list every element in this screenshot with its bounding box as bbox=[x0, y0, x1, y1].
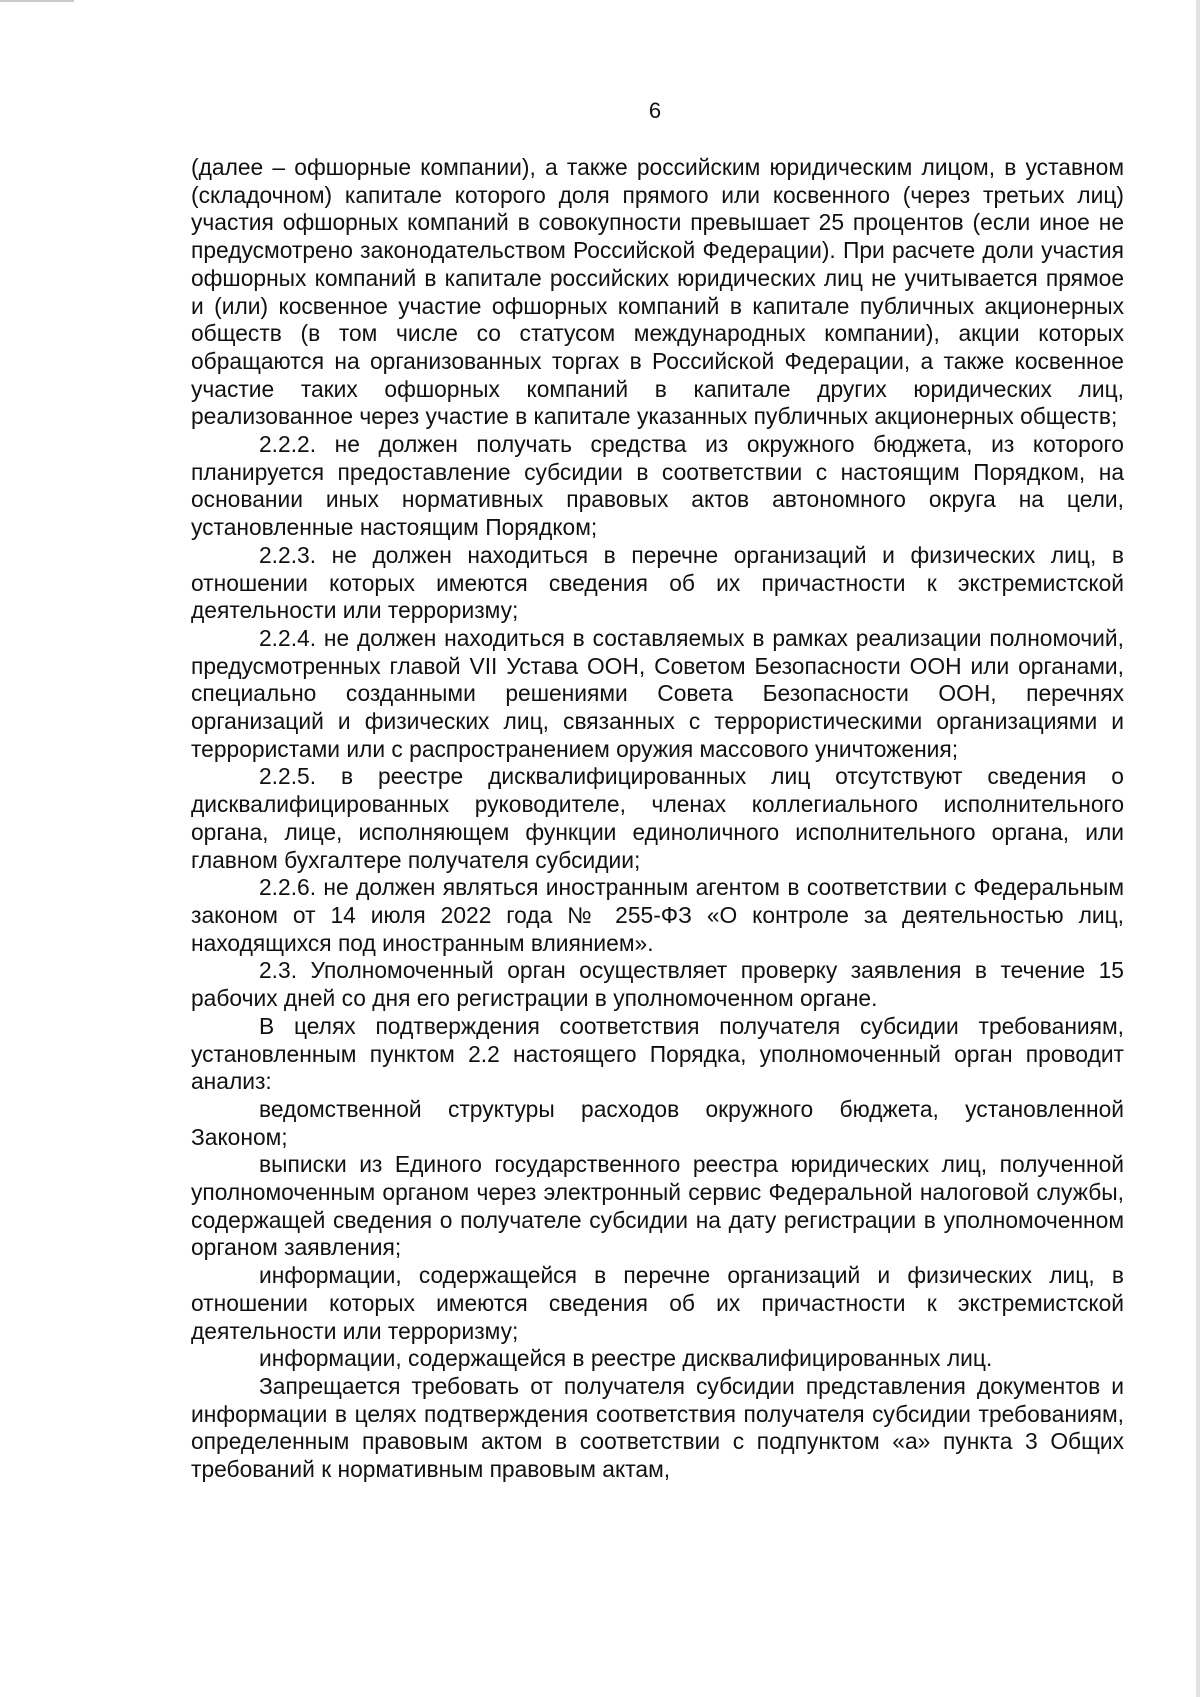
list-item-budget-structure: ведомственной структуры расходов окружного бюджета, установленной Законом; bbox=[191, 1095, 1124, 1150]
paragraph-prohibition: Запрещается требовать от получателя субсидии представления документов и информации в целях подтверждения соответствия получателя субсидии требованиям, определенным правовым актом в соответствии с подпунктом «а» пункта 3 Общих требований к нормативным правовым актам, bbox=[191, 1372, 1124, 1483]
paragraph-2-2-6: 2.2.6. не должен являться иностранным агентом в соответствии с Федеральным законом от 14 июля 2022 года № 255-ФЗ «О контроле за деятельностью лиц, находящихся под иностранным влиянием». bbox=[191, 874, 1124, 956]
paragraph-2-3: 2.3. Уполномоченный орган осуществляет проверку заявления в течение 15 рабочих дней со дня его регистрации в уполномоченном органе. bbox=[191, 957, 1124, 1012]
list-item-egrul-extract: выписки из Единого государственного реестра юридических лиц, полученной уполномоченным органом через электронный сервис Федеральной налоговой службы, содержащей сведения о получателе субсидии на дату регистрации в уполномоченном органом заявления; bbox=[191, 1151, 1124, 1261]
paragraph-verification-analysis: В целях подтверждения соответствия получателя субсидии требованиям, установленным пунктом 2.2 настоящего Порядка, уполномоченный орган проводит анализ: bbox=[191, 1012, 1124, 1095]
paragraph-offshore-continuation: (далее – офшорные компании), а также российским юридическим лицом, в уставном (складочном) капитале которого доля прямого или косвенного (через третьих лиц) участия офшорных компаний в совокупности превышает 25 процентов (если иное не предусмотрено законодательством Российской Федерации). При расчете доли участия офшорных компаний в капитале российских юридических лиц не учитывается прямое и (или) косвенное участие офшорных компаний в капитале публичных акционерных обществ (в том числе со статусом международных компании), акции которых обращаются на организованных торгах в Российской Федерации, а также косвенное участие таких офшорных компаний в капитале других юридических лиц, реализованное через участие в капитале указанных публичных акционерных обществ; bbox=[191, 154, 1124, 430]
page-number: 6 bbox=[648, 98, 662, 123]
document-body bbox=[191, 154, 1124, 1484]
paragraph-2-2-2: 2.2.2. не должен получать средства из окружного бюджета, из которого планируется предоставление субсидии в соответствии с настоящим Порядком, на основании иных нормативных правовых актов автономного округа на цели, установленные настоящим Порядком; bbox=[191, 431, 1124, 541]
scan-edge-mark bbox=[0, 0, 74, 2]
paragraph-2-2-4: 2.2.4. не должен находиться в составляемых в рамках реализации полномочий, предусмотренных главой VII Устава ООН, Советом Безопасности ООН или органами, специально созданными решениями Совета Безопасности ООН, перечнях организаций и физических лиц, связанных с террористическими организациями и террористами или с распространением оружия массового уничтожения; bbox=[191, 624, 1124, 762]
list-item-disqualified-registry: информации, содержащейся в реестре дисквалифицированных лиц. bbox=[259, 1345, 993, 1372]
scan-right-edge bbox=[1196, 0, 1200, 1697]
paragraph-2-2-3: 2.2.3. не должен находиться в перечне организаций и физических лиц, в отношении которых имеются сведения об их причастности к экстремистской деятельности или терроризму; bbox=[191, 541, 1124, 624]
list-item-extremism-list: информации, содержащейся в перечне организаций и физических лиц, в отношении которых имеются сведения об их причастности к экстремистской деятельности или терроризму; bbox=[191, 1262, 1124, 1344]
paragraph-2-2-5: 2.2.5. в реестре дисквалифицированных лиц отсутствуют сведения о дисквалифицированных руководителе, членах коллегиального исполнительного органа, лице, исполняющем функции единоличного исполнительного органа, или главном бухгалтере получателя субсидии; bbox=[191, 763, 1124, 873]
